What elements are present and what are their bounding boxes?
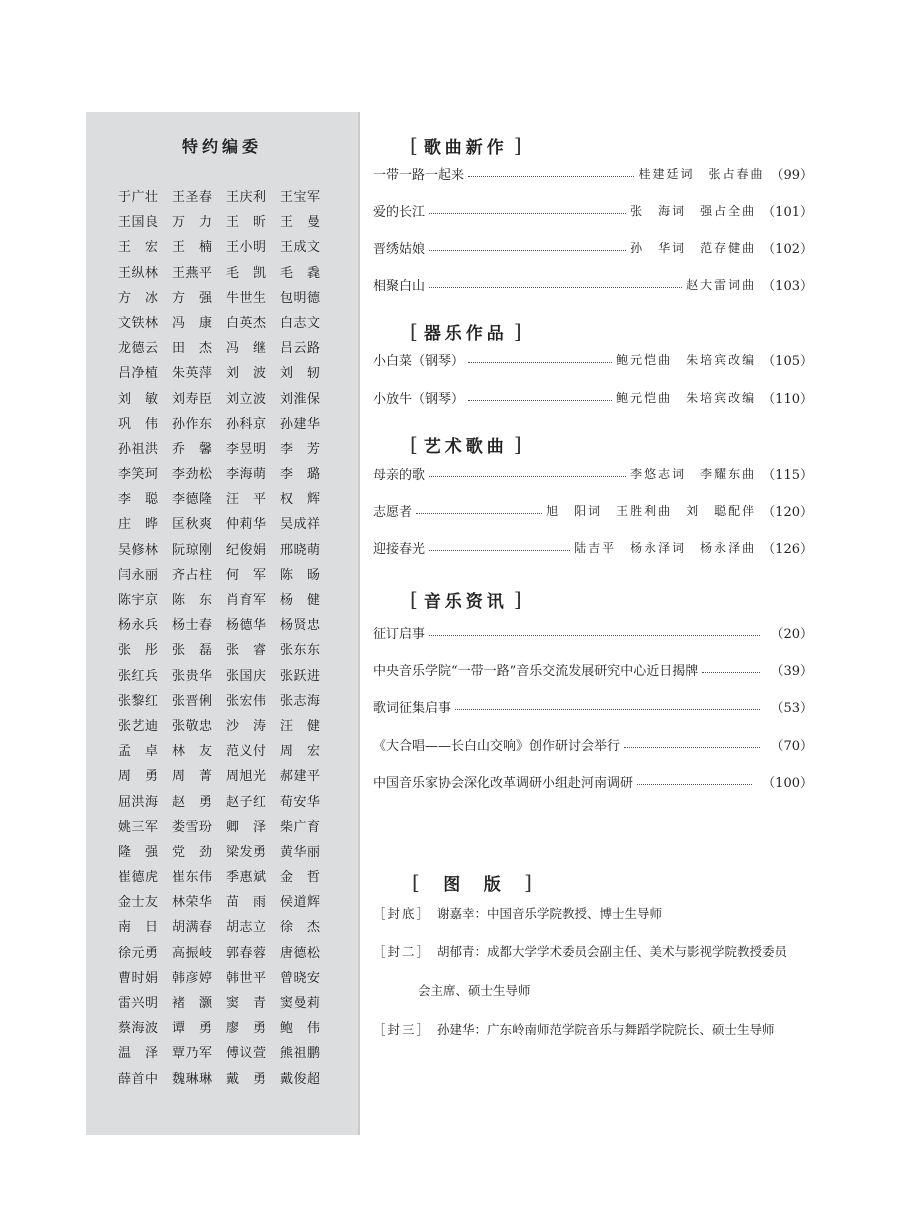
editor-name: 李劲松 bbox=[172, 467, 213, 483]
entry-page: （20） bbox=[770, 626, 813, 642]
bracket-right: ] bbox=[513, 319, 522, 343]
editor-name: 白志文 bbox=[280, 315, 321, 331]
editor-name: 杨永兵 bbox=[118, 618, 159, 634]
editor-name: 张红兵 bbox=[118, 668, 159, 684]
editor-name: 毛 毳 bbox=[280, 265, 321, 281]
toc-entry[interactable] bbox=[373, 538, 813, 556]
entry-title: 母亲的歌 bbox=[373, 467, 426, 483]
editor-name: 王 昕 bbox=[226, 215, 267, 231]
editor-name: 张国庆 bbox=[226, 668, 267, 684]
plate-text: 谢嘉幸：中国音乐学院教授、博士生导师 bbox=[437, 906, 663, 921]
editor-name: 徐 杰 bbox=[280, 920, 321, 936]
toc-entry[interactable] bbox=[373, 772, 813, 790]
plate-text: 胡郁青：成都大学学术委员会副主任、美术与影视学院教授委员 bbox=[437, 944, 788, 959]
toc-entry[interactable] bbox=[373, 735, 813, 753]
editor-name: 权 辉 bbox=[280, 492, 321, 508]
editor-name: 纪俊娟 bbox=[226, 542, 267, 558]
editor-name: 隆 强 bbox=[118, 844, 159, 860]
editor-name: 孙建华 bbox=[280, 416, 321, 432]
plate-text: 孙建华：广东岭南师范学院音乐与舞蹈学院院长、硕士生导师 bbox=[437, 1022, 775, 1037]
editor-name: 白英杰 bbox=[226, 315, 267, 331]
editor-name: 崔德虎 bbox=[118, 870, 159, 886]
editor-name: 张宏伟 bbox=[226, 693, 267, 709]
entry-title: 《大合唱——长白山交响》创作研讨会举行 bbox=[373, 738, 621, 754]
editor-name: 王 宏 bbox=[118, 240, 159, 256]
editor-name: 屈洪海 bbox=[118, 794, 159, 810]
entry-page: （102） bbox=[762, 241, 813, 257]
entry-authors: 桂建廷词 张占春曲 bbox=[638, 166, 765, 181]
editor-name: 沙 涛 bbox=[226, 718, 267, 734]
editor-name: 王成文 bbox=[280, 240, 321, 256]
editor-name: 何 军 bbox=[226, 567, 267, 583]
editor-name: 娄雪玢 bbox=[172, 819, 213, 835]
section-heading-music-news bbox=[410, 586, 522, 612]
editor-name: 朱英萍 bbox=[172, 366, 213, 382]
editor-name: 冯 继 bbox=[226, 341, 267, 357]
entry-authors: 赵大雷词曲 bbox=[686, 277, 757, 292]
editor-name: 匡秋爽 bbox=[172, 517, 213, 533]
editor-name: 张敬忠 bbox=[172, 718, 213, 734]
dot-leader bbox=[429, 550, 570, 551]
plate-label: ［封二］ bbox=[373, 944, 432, 959]
editor-name: 王宝军 bbox=[280, 190, 321, 205]
editor-name: 陈 旸 bbox=[280, 567, 321, 583]
editor-name: 赵 勇 bbox=[172, 794, 213, 810]
editor-name: 柴广育 bbox=[280, 819, 321, 835]
editor-name: 唐德松 bbox=[280, 945, 321, 961]
dot-leader bbox=[429, 250, 626, 251]
toc-entry[interactable] bbox=[373, 623, 813, 641]
editor-name: 刘 轫 bbox=[280, 366, 321, 382]
editor-name: 齐占柱 bbox=[172, 567, 213, 583]
editor-name: 蔡海波 bbox=[118, 1021, 159, 1037]
entry-title: 小白菜（钢琴） bbox=[373, 353, 465, 369]
editor-name: 张 磊 bbox=[172, 643, 213, 659]
editor-name: 牛世生 bbox=[226, 290, 267, 306]
entry-title: 征订启事 bbox=[373, 626, 426, 642]
section-label: 歌曲新作 bbox=[423, 137, 508, 158]
entry-page: （99） bbox=[770, 167, 813, 183]
editor-name: 魏琳琳 bbox=[172, 1071, 213, 1087]
editor-name: 李昱明 bbox=[226, 441, 267, 457]
editor-name: 王圣春 bbox=[172, 190, 213, 205]
section-heading-new-songs bbox=[410, 132, 522, 158]
editor-name: 庄 晔 bbox=[118, 517, 159, 533]
editor-name: 谭 勇 bbox=[172, 1021, 213, 1037]
bracket-left: [ bbox=[410, 432, 418, 456]
toc-entry[interactable] bbox=[373, 697, 813, 715]
editor-name: 巩 伟 bbox=[118, 416, 159, 432]
plate-text: 会主席、硕士生导师 bbox=[418, 983, 531, 998]
editor-name: 张跃进 bbox=[280, 668, 321, 684]
entry-page: （100） bbox=[762, 775, 813, 791]
editor-name: 赵子红 bbox=[226, 794, 267, 810]
entry-page: （126） bbox=[762, 541, 813, 557]
editor-name: 陈宇京 bbox=[118, 593, 159, 608]
editor-name: 林 友 bbox=[172, 744, 213, 760]
editor-name: 党 劲 bbox=[172, 844, 213, 860]
editor-name: 高振岐 bbox=[172, 945, 213, 961]
dot-leader bbox=[624, 747, 760, 748]
entry-authors: 鲍元恺曲 朱培宾改编 bbox=[616, 390, 757, 405]
editor-name: 周 勇 bbox=[118, 769, 159, 785]
plate-label: ［封三］ bbox=[373, 1022, 432, 1037]
editor-name: 龙德云 bbox=[118, 341, 159, 357]
editor-name: 覃乃军 bbox=[172, 1046, 213, 1062]
dot-leader bbox=[637, 784, 752, 785]
entry-title: 小放牛（钢琴） bbox=[373, 391, 465, 407]
toc-entry[interactable] bbox=[373, 238, 813, 256]
plates-heading-left: 图 bbox=[443, 874, 461, 895]
plate-label: ［封底］ bbox=[373, 906, 432, 921]
editor-name: 田 杰 bbox=[172, 341, 213, 357]
editor-name: 李 璐 bbox=[280, 467, 321, 483]
editor-name: 闫永丽 bbox=[118, 567, 159, 583]
dot-leader bbox=[468, 176, 634, 177]
entry-page: （103） bbox=[762, 278, 813, 294]
toc-entry[interactable] bbox=[373, 464, 813, 482]
editor-name: 林荣华 bbox=[172, 895, 213, 911]
editor-name: 文铁林 bbox=[118, 315, 159, 331]
section-heading-instrumental bbox=[410, 318, 522, 344]
editor-name: 吕净植 bbox=[118, 366, 159, 382]
entry-page: （120） bbox=[762, 504, 813, 520]
editor-name: 于广壮 bbox=[118, 190, 159, 205]
editor-name: 侯道辉 bbox=[280, 895, 321, 911]
editor-name: 王小明 bbox=[226, 240, 267, 256]
editor-name: 张志海 bbox=[280, 693, 321, 709]
editor-name: 季惠斌 bbox=[226, 870, 267, 886]
editor-name: 傅议萱 bbox=[226, 1046, 267, 1062]
editor-name: 孙科京 bbox=[226, 416, 267, 432]
plates-heading-right: 版 bbox=[483, 874, 501, 895]
editor-name: 包明德 bbox=[280, 290, 321, 306]
section-heading-plates bbox=[412, 868, 532, 896]
editor-name: 周 宏 bbox=[280, 744, 321, 760]
editor-name: 戴俊超 bbox=[280, 1071, 321, 1087]
editor-name: 张晋俐 bbox=[172, 693, 213, 709]
editor-name: 杨士春 bbox=[172, 618, 213, 634]
toc-entry[interactable] bbox=[373, 660, 813, 678]
section-label: 器乐作品 bbox=[423, 323, 508, 344]
editor-name: 邢晓萌 bbox=[280, 542, 321, 558]
entry-page: （53） bbox=[770, 700, 813, 716]
entry-authors: 李悠志词 李耀东曲 bbox=[630, 466, 757, 481]
section-label: 音乐资讯 bbox=[423, 591, 508, 612]
entry-title: 中央音乐学院“一带一路”音乐交流发展研究中心近日揭牌 bbox=[373, 663, 699, 679]
editor-name: 张 彤 bbox=[118, 643, 159, 659]
editor-name: 熊祖鹏 bbox=[280, 1046, 321, 1062]
editor-name: 刘寿臣 bbox=[172, 391, 213, 407]
editor-name: 韩彦婷 bbox=[172, 970, 213, 986]
editor-name: 孙作东 bbox=[172, 416, 213, 432]
editor-name: 褚 灏 bbox=[172, 996, 213, 1011]
toc-entry[interactable] bbox=[373, 350, 813, 368]
editor-name: 金士友 bbox=[118, 895, 159, 911]
plate-entry bbox=[373, 1020, 775, 1038]
editor-name: 崔东伟 bbox=[172, 870, 213, 886]
editor-name: 杨德华 bbox=[226, 618, 267, 634]
editor-name: 阮琼刚 bbox=[172, 542, 213, 558]
bracket-left: [ bbox=[410, 133, 418, 157]
editor-name: 李德隆 bbox=[172, 492, 213, 508]
plate-entry bbox=[373, 942, 787, 960]
editor-name: 吕云路 bbox=[280, 341, 321, 357]
editor-name: 王纵林 bbox=[118, 265, 159, 281]
editor-name: 李 芳 bbox=[280, 441, 321, 457]
column-divider bbox=[358, 112, 360, 1135]
editor-name: 李笑珂 bbox=[118, 467, 159, 483]
toc-entry[interactable] bbox=[373, 388, 813, 406]
editor-name: 卿 泽 bbox=[226, 819, 267, 835]
editor-name: 陈 东 bbox=[172, 593, 213, 608]
plate-entry-continuation bbox=[418, 981, 531, 999]
entry-page: （39） bbox=[770, 663, 813, 679]
editor-name: 李 聪 bbox=[118, 492, 159, 508]
editor-name: 雷兴明 bbox=[118, 996, 159, 1011]
editor-name: 孙祖洪 bbox=[118, 441, 159, 457]
editor-name: 张东东 bbox=[280, 643, 321, 659]
editor-name: 孟 卓 bbox=[118, 744, 159, 760]
editor-name: 仲莉华 bbox=[226, 517, 267, 533]
editor-name: 廖 勇 bbox=[226, 1021, 267, 1037]
editor-name: 张贵华 bbox=[172, 668, 213, 684]
entry-page: （115） bbox=[762, 467, 813, 483]
editor-name: 周旭光 bbox=[226, 769, 267, 785]
editor-name: 张 睿 bbox=[226, 643, 267, 659]
bracket-right: ] bbox=[513, 432, 522, 456]
entry-page: （105） bbox=[762, 353, 813, 369]
editor-name: 曹时娟 bbox=[118, 970, 159, 986]
editor-name: 戴 勇 bbox=[226, 1071, 267, 1087]
editor-name: 鲍 伟 bbox=[280, 1021, 321, 1037]
editor-name: 毛 凯 bbox=[226, 265, 267, 281]
editor-name: 荀安华 bbox=[280, 794, 321, 810]
toc-entry[interactable] bbox=[373, 275, 813, 293]
section-heading-art-songs bbox=[410, 431, 522, 457]
entry-authors: 鲍元恺曲 朱培宾改编 bbox=[616, 352, 757, 367]
editor-name: 郭春蓉 bbox=[226, 945, 267, 961]
entry-authors: 张 海词 强占全曲 bbox=[630, 203, 757, 218]
editor-name: 杨 健 bbox=[280, 593, 321, 608]
dot-leader bbox=[429, 635, 760, 636]
editor-name: 郝建平 bbox=[280, 769, 321, 785]
toc-entry[interactable] bbox=[373, 501, 813, 519]
editor-name: 肖育军 bbox=[226, 593, 267, 608]
entry-page: （70） bbox=[770, 738, 813, 754]
entry-authors: 旭 阳词 王胜利曲 刘 聪配伴 bbox=[546, 503, 757, 518]
editor-name: 刘 敏 bbox=[118, 391, 159, 407]
editor-name: 刘 波 bbox=[226, 366, 267, 382]
dot-leader bbox=[416, 513, 542, 514]
editor-name: 刘淮保 bbox=[280, 391, 321, 407]
editor-name: 窦曼莉 bbox=[280, 996, 321, 1011]
toc-entry[interactable] bbox=[373, 164, 813, 182]
entry-page: （110） bbox=[762, 391, 813, 407]
editor-name: 吴修林 bbox=[118, 542, 159, 558]
editor-name: 窦 青 bbox=[226, 996, 267, 1011]
editor-name: 胡志立 bbox=[226, 920, 267, 936]
entry-title: 志愿者 bbox=[373, 504, 413, 520]
editorial-board-title: 特约编委 bbox=[181, 137, 262, 156]
entry-title: 晋绣姑娘 bbox=[373, 241, 426, 257]
editor-name: 冯 康 bbox=[172, 315, 213, 331]
editor-name: 汪 平 bbox=[226, 492, 267, 508]
editor-name: 乔 馨 bbox=[172, 441, 213, 457]
editor-name: 温 泽 bbox=[118, 1046, 159, 1062]
editor-name: 王 楠 bbox=[172, 240, 213, 256]
dot-leader bbox=[429, 213, 626, 214]
dot-leader bbox=[468, 400, 612, 401]
plate-entry bbox=[373, 904, 662, 922]
editor-name: 汪 健 bbox=[280, 718, 321, 734]
bracket-right: ] bbox=[513, 587, 522, 611]
bracket-right: ] bbox=[524, 870, 532, 894]
entry-authors: 陆吉平 杨永泽词 杨永泽曲 bbox=[574, 540, 757, 555]
editor-name: 黄华丽 bbox=[280, 844, 321, 860]
editor-name: 薛首中 bbox=[118, 1071, 159, 1087]
editor-name: 苗 雨 bbox=[226, 895, 267, 911]
editor-name: 王 曼 bbox=[280, 215, 321, 231]
bracket-left: [ bbox=[412, 870, 420, 894]
entry-title: 相聚白山 bbox=[373, 278, 426, 294]
entry-title: 爱的长江 bbox=[373, 204, 426, 220]
editor-name: 王燕平 bbox=[172, 265, 213, 281]
section-label: 艺术歌曲 bbox=[423, 436, 508, 457]
dot-leader bbox=[455, 709, 760, 710]
editor-name: 吴成祥 bbox=[280, 517, 321, 533]
entry-page: （101） bbox=[762, 204, 813, 220]
editor-name: 王庆利 bbox=[226, 190, 267, 205]
editor-name: 刘立波 bbox=[226, 391, 267, 407]
editor-name: 韩世平 bbox=[226, 970, 267, 986]
editor-name: 万 力 bbox=[172, 215, 213, 231]
editor-name: 周 菁 bbox=[172, 769, 213, 785]
editor-name: 曾晓安 bbox=[280, 970, 321, 986]
editor-name: 李海萌 bbox=[226, 467, 267, 483]
dot-leader bbox=[468, 362, 612, 363]
entry-title: 迎接春光 bbox=[373, 541, 426, 557]
bracket-left: [ bbox=[410, 587, 418, 611]
editor-name: 金 哲 bbox=[280, 870, 321, 886]
editor-name: 南 日 bbox=[118, 920, 159, 936]
editor-name: 张黎红 bbox=[118, 693, 159, 709]
bracket-left: [ bbox=[410, 319, 418, 343]
editor-name: 胡满春 bbox=[172, 920, 213, 936]
editorial-board-names bbox=[118, 186, 334, 1093]
editor-name: 王国良 bbox=[118, 215, 159, 231]
entry-title: 一带一路一起来 bbox=[373, 167, 465, 183]
dot-leader bbox=[429, 476, 626, 477]
editor-name: 徐元勇 bbox=[118, 945, 159, 961]
editor-name: 杨贤忠 bbox=[280, 618, 321, 634]
editor-name: 姚三军 bbox=[118, 819, 159, 835]
editor-name: 范义付 bbox=[226, 744, 267, 760]
dot-leader bbox=[702, 672, 760, 673]
toc-entry[interactable] bbox=[373, 201, 813, 219]
dot-leader bbox=[429, 287, 682, 288]
editor-name: 方 强 bbox=[172, 290, 213, 306]
bracket-right: ] bbox=[513, 133, 522, 157]
editor-name: 方 冰 bbox=[118, 290, 159, 306]
entry-title: 中国音乐家协会深化改革调研小组赴河南调研 bbox=[373, 775, 634, 791]
editor-name: 张艺迪 bbox=[118, 718, 159, 734]
entry-title: 歌词征集启事 bbox=[373, 700, 452, 716]
editor-name: 梁发勇 bbox=[226, 844, 267, 860]
entry-authors: 孙 华词 范存健曲 bbox=[630, 240, 757, 255]
